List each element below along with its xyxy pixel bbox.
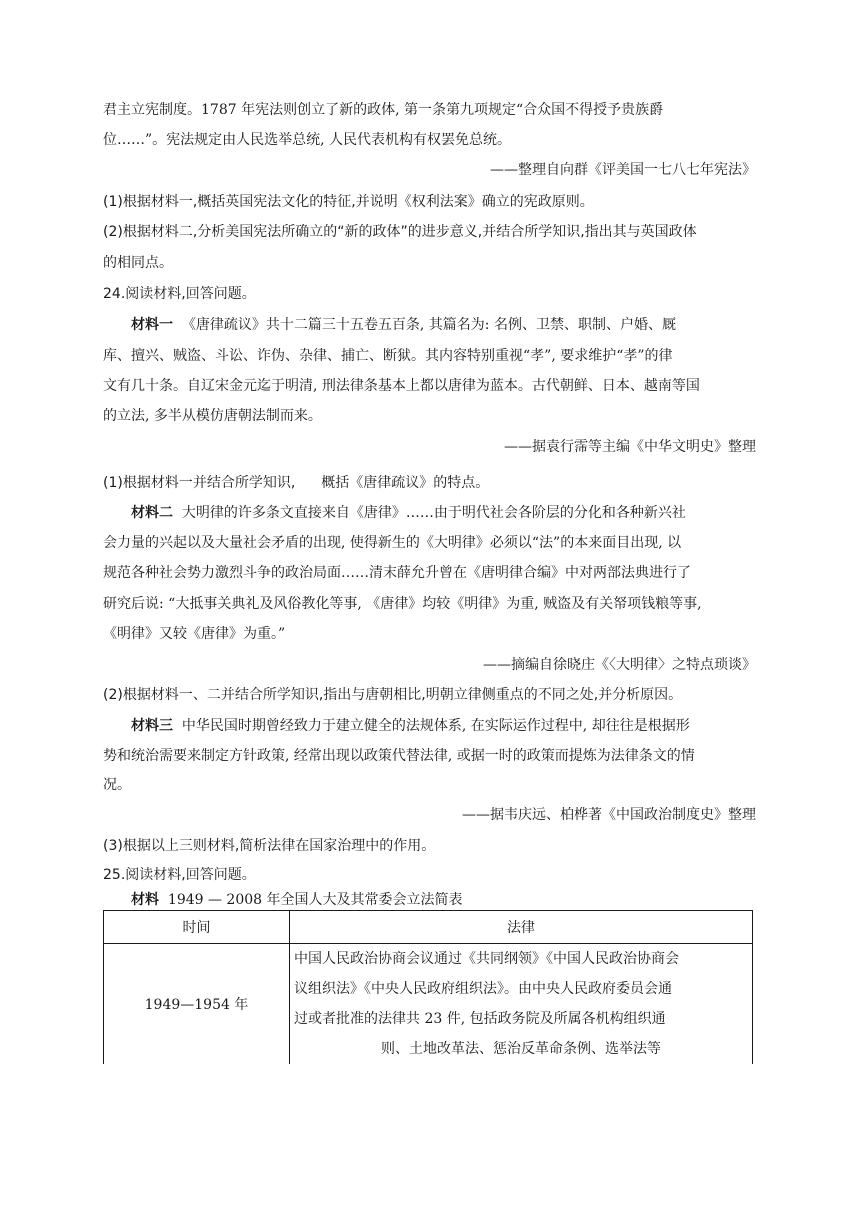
law-line: 中国人民政治协商会议通过《共同纲领》《中国人民政治协商会 <box>294 951 679 967</box>
q23-subquestion-2-line-1: (2)根据材料二,分析美国宪法所确立的“新的政体”的进步意义,并结合所学知识,指出其与英国政体 <box>103 224 697 240</box>
material-2-label: 材料二 <box>131 505 173 521</box>
q24-material-2-line-2: 会力量的兴起以及大量社会矛盾的出现, 使得新生的《大明律》必须以“法”的本来面目出现, 以 <box>103 535 682 551</box>
intro-line-2: 位……”。宪法规定由人民选举总统, 人民代表机构有权罢免总统。 <box>103 132 512 148</box>
q25-heading: 25.阅读材料,回答问题。 <box>103 867 256 883</box>
q24-material-1-source: ——据袁行霈等主编《中华文明史》整理 <box>504 439 756 455</box>
material-2-text: 大明律的许多条文直接来自《唐律》……由于明代社会各阶层的分化和各种新兴社 <box>181 505 686 521</box>
intro-line-1: 君主立宪制度。1787 年宪法则创立了新的政体, 第一条第九项规定“合众国不得授予贵族爵 <box>103 102 664 118</box>
q23-subquestion-1: (1)根据材料一,概括英国宪法文化的特征,并说明《权利法案》确立的宪政原则。 <box>103 194 594 210</box>
q24-material-3-line-1 <box>131 716 690 736</box>
header-law: 法律 <box>290 911 753 944</box>
table-header-row <box>104 911 753 944</box>
q24-material-3-line-3: 况。 <box>103 777 131 793</box>
header-time: 时间 <box>104 911 290 944</box>
q24-material-2-line-1 <box>131 503 686 523</box>
row-time: 1949—1954 年 <box>104 944 290 1065</box>
law-line: 过或者批准的法律共 23 件, 包括政务院及所属各机构组织通 <box>294 1011 666 1027</box>
table-title: 1949 — 2008 年全国人大及其常委会立法简表 <box>167 892 463 908</box>
q24-material-1-line-4: 的立法, 多半从模仿唐朝法制而来。 <box>103 408 322 424</box>
q24-material-3-source: ——据韦庆远、柏桦著《中国政治制度史》整理 <box>462 807 756 823</box>
q24-material-2-line-3: 规范各种社会势力激烈斗争的政治局面……清末薛允升曾在《唐明律合编》中对两部法典进行了 <box>103 565 691 581</box>
material-3-text: 中华民国时期曾经致力于建立健全的法规体系, 在实际运作过程中, 却往往是根据形 <box>181 718 690 734</box>
legislation-table <box>103 910 753 1064</box>
q24-material-1-line-1 <box>131 315 676 335</box>
q24-material-3-line-2: 势和统治需要来制定方针政策, 经常出现以政策代替法律, 或据一时的政策而提炼为法律条文的情 <box>103 748 695 764</box>
q24-heading: 24.阅读材料,回答问题。 <box>103 286 256 302</box>
q25-material-title <box>131 890 463 910</box>
q24-subquestion-1 <box>103 473 489 493</box>
law-line: 则、土地改革法、惩治反革命条例、选举法等 <box>381 1041 661 1057</box>
intro-source: ——整理自向群《评美国一七八七年宪法》 <box>490 162 756 178</box>
q24-subquestion-1-part-b: 概括《唐律疏议》的特点。 <box>321 475 490 491</box>
q24-subquestion-1-part-a: (1)根据材料一并结合所学知识, <box>103 475 296 491</box>
law-line: 议组织法》《中央人民政府组织法》。由中央人民政府委员会通 <box>294 981 672 997</box>
q24-material-1-line-2: 库、擅兴、贼盗、斗讼、诈伪、杂律、捕亡、断狱。其内容特别重视“孝”, 要求维护“孝”的律 <box>103 348 673 364</box>
q24-material-2-source: ——摘编自徐晓庄《〈大明律〉之特点琐谈》 <box>483 657 756 673</box>
material-3-label: 材料三 <box>131 718 173 734</box>
q24-subquestion-3: (3)根据以上三则材料,简析法律在国家治理中的作用。 <box>103 838 436 854</box>
q24-material-2-line-5: 《明律》又较《唐律》为重。” <box>103 626 286 642</box>
material-label: 材料 <box>131 892 159 908</box>
row-law <box>290 944 753 1065</box>
q23-subquestion-2-line-2: 的相同点。 <box>103 255 173 271</box>
table-row <box>104 944 753 1065</box>
material-1-text: 《唐律疏议》共十二篇三十五卷五百条, 其篇名为: 名例、卫禁、职制、户婚、厩 <box>181 317 676 333</box>
q24-material-1-line-3: 文有几十条。自辽宋金元迄于明清, 刑法律条基本上都以唐律为蓝本。古代朝鲜、日本、越南等国 <box>103 378 700 394</box>
q24-subquestion-2: (2)根据材料一、二并结合所学知识,指出与唐朝相比,明朝立律侧重点的不同之处,并分析原因。 <box>103 687 683 703</box>
material-1-label: 材料一 <box>131 317 173 333</box>
q24-material-2-line-4: 研究后说: “大抵事关典礼及风俗教化等事, 《唐律》均较《明律》为重, 贼盗及有关帑项钱粮等事, <box>103 596 702 612</box>
